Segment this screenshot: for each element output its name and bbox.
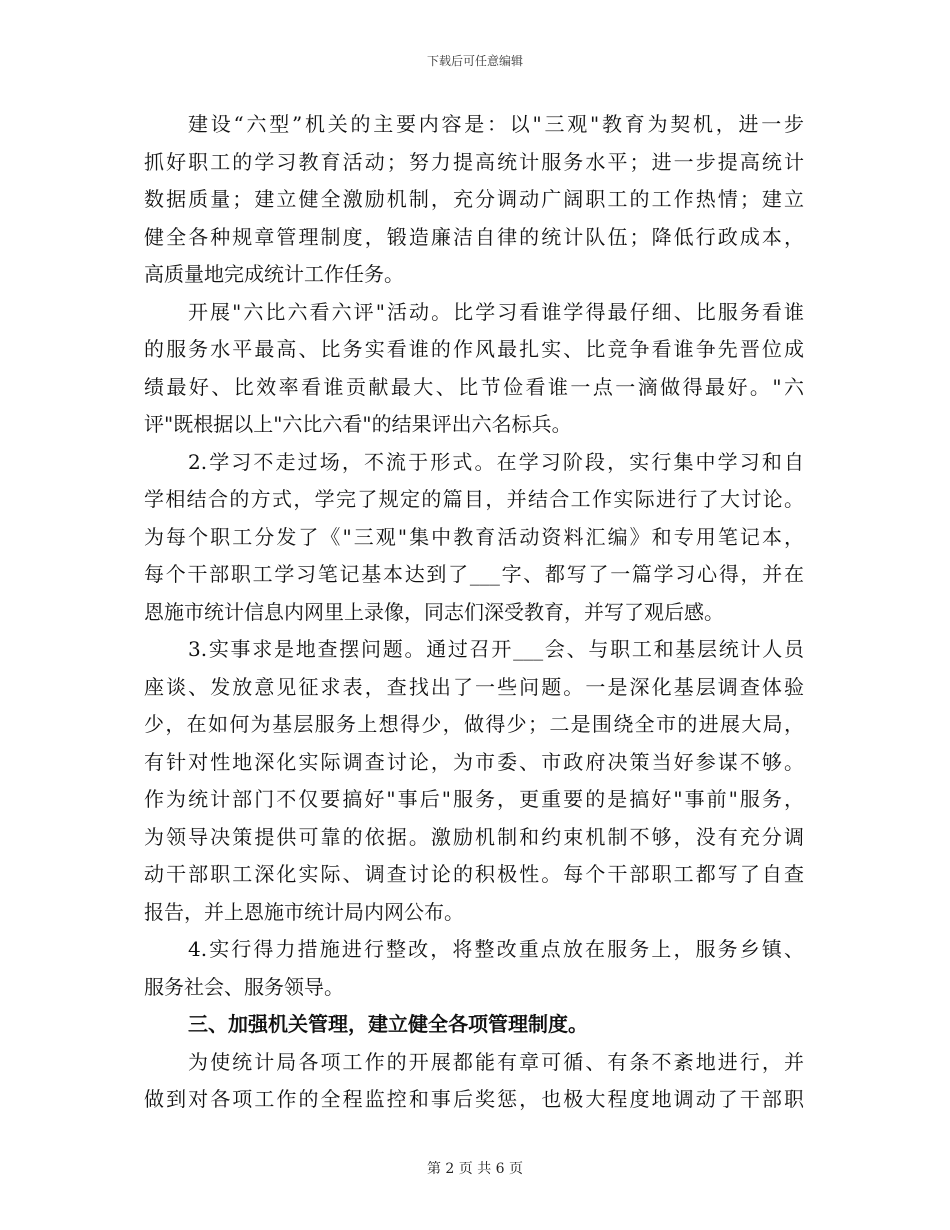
text-line: 的服务水平最高、比务实看谁的作风最扎实、比竞争看谁争先晋位成: [144, 337, 804, 361]
text-line: 动干部职工深化实际、调查讨论的积极性。每个干部职工都写了自查: [144, 862, 804, 886]
page-header: 下载后可任意编辑: [426, 54, 523, 68]
section-heading-wrapper: [144, 1006, 804, 1044]
document-body: [144, 106, 804, 1119]
section-heading: 三、加强机关管理，建立健全各项管理制度。: [188, 1012, 588, 1036]
text-line: 高质量地完成统计工作任务。: [144, 262, 404, 286]
text-line: 报告，并上恩施市统计局内网公布。: [144, 899, 464, 924]
text-line: 2.学习不走过场，不流于形式。在学习阶段，实行集中学习和自: [188, 449, 804, 474]
text-line: 做到对各项工作的全程监控和事后奖惩，也极大程度地调动了干部职: [144, 1087, 804, 1111]
text-line: 每个干部职工学习笔记基本达到了___字、都写了一篇学习心得，并在: [144, 562, 804, 586]
paragraph: [144, 631, 804, 931]
text-line: 服务社会、服务领导。: [144, 974, 344, 999]
text-line: 抓好职工的学习教育活动；努力提高统计服务水平；进一步提高统计: [144, 149, 804, 174]
text-line: 建设“六型”机关的主要内容是：以"三观"教育为契机，进一步: [188, 112, 804, 136]
text-line: 4.实行得力措施进行整改，将整改重点放在服务上，服务乡镇、: [188, 937, 804, 961]
paragraph: [144, 931, 804, 1006]
page-footer: 第 2 页 共 6 页: [426, 1161, 524, 1177]
paragraph: [144, 1044, 804, 1119]
text-line: 为使统计局各项工作的开展都能有章可循、有条不紊地进行，并: [188, 1049, 804, 1074]
text-line: 3.实事求是地查摆问题。通过召开___会、与职工和基层统计人员: [188, 637, 804, 661]
text-line: 学相结合的方式，学完了规定的篇目，并结合工作实际进行了大讨论。: [144, 487, 804, 511]
text-line: 为每个职工分发了《"三观"集中教育活动资料汇编》和专用笔记本，: [144, 524, 804, 549]
paragraph: [144, 444, 804, 632]
paragraph: [144, 106, 804, 294]
text-line: 数据质量；建立健全激励机制，充分调动广阔职工的工作热情；建立: [144, 187, 804, 211]
text-line: 绩最好、比效率看谁贡献最大、比节俭看谁一点一滴做得最好。"六: [144, 374, 804, 399]
paragraph: [144, 294, 804, 444]
text-line: 少，在如何为基层服务上想得少，做得少；二是围绕全市的进展大局，: [144, 712, 804, 736]
text-line: 评"既根据以上"六比六看"的结果评出六名标兵。: [144, 412, 572, 436]
text-line: 有针对性地深化实际调查讨论，为市委、市政府决策当好参谋不够。: [144, 749, 804, 774]
text-line: 恩施市统计信息内网里上录像，同志们深受教育，并写了观后感。: [144, 599, 724, 624]
text-line: 作为统计部门不仅要搞好"事后"服务，更重要的是搞好"事前"服务，: [144, 787, 804, 811]
text-line: 开展"六比六看六评"活动。比学习看谁学得最仔细、比服务看谁: [188, 299, 804, 324]
text-line: 为领导决策提供可靠的依据。激励机制和约束机制不够，没有充分调: [144, 824, 804, 849]
text-line: 健全各种规章管理制度，锻造廉洁自律的统计队伍；降低行政成本，: [144, 224, 804, 249]
text-line: 座谈、发放意见征求表，查找出了一些问题。一是深化基层调查体验: [144, 674, 804, 699]
